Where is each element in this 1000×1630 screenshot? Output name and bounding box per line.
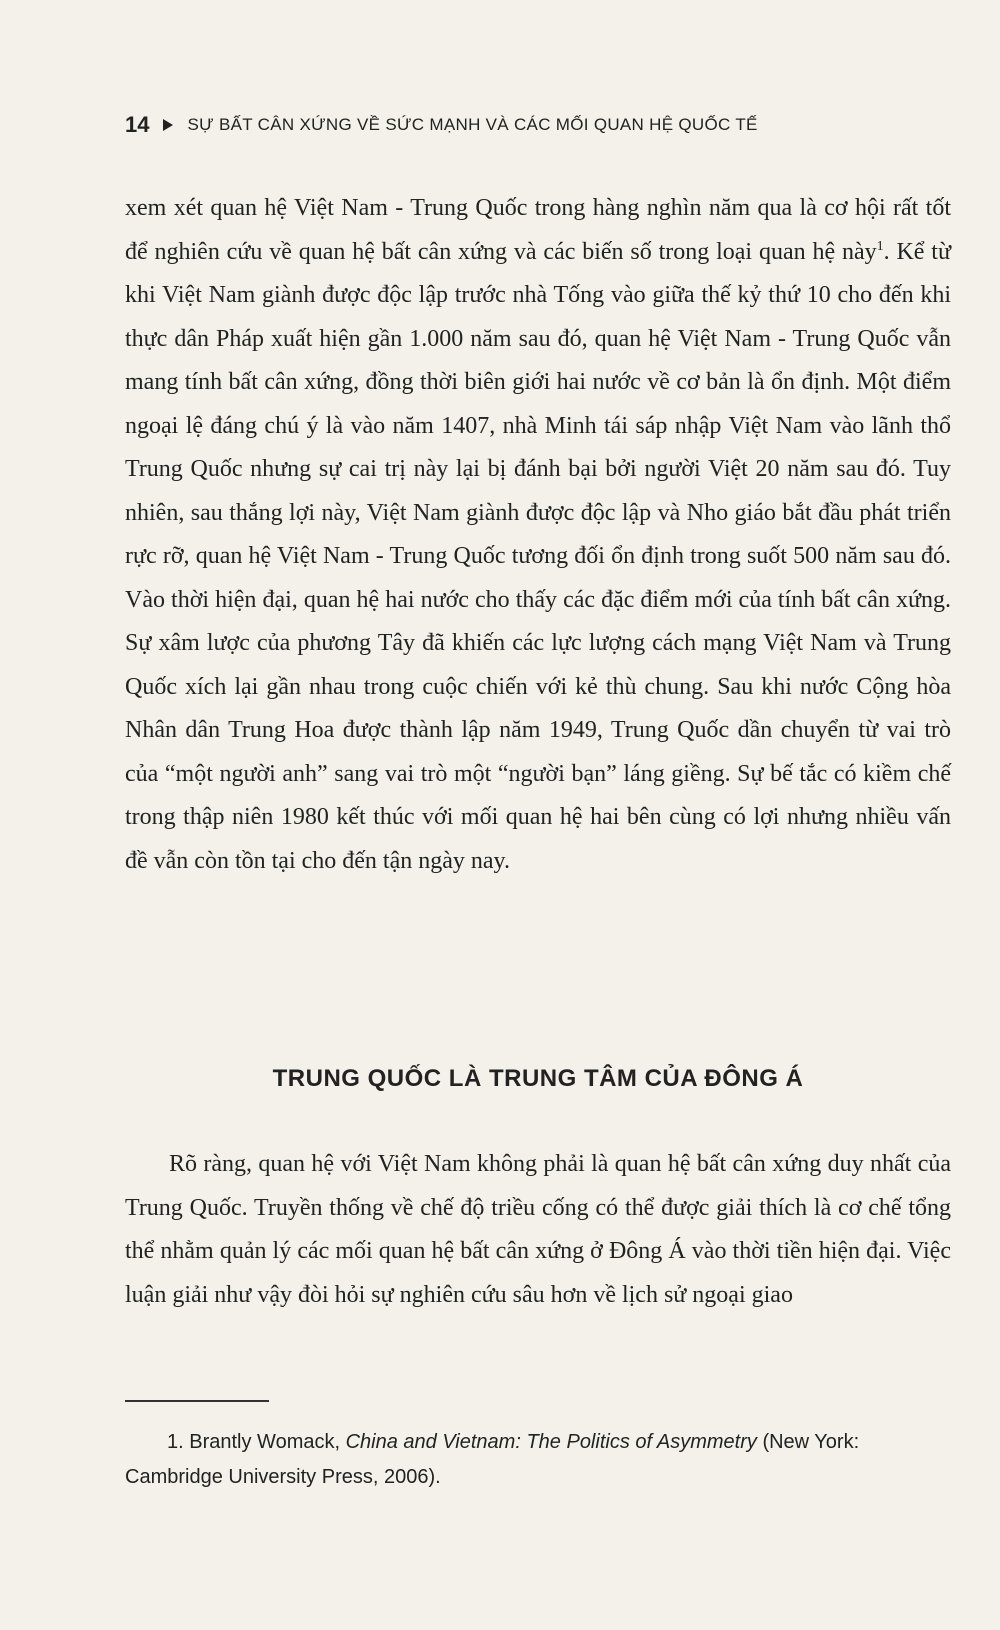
- page-number: 14: [125, 112, 150, 137]
- paragraph-text-before-note: xem xét quan hệ Việt Nam - Trung Quốc trong hàng nghìn năm qua là cơ hội rất tốt để nghiên cứu về quan hệ bất cân xứng và các biến số trong loại quan hệ này: [125, 195, 951, 265]
- footnote-number: 1.: [167, 1431, 184, 1453]
- running-title: SỰ BẤT CÂN XỨNG VỀ SỨC MẠNH VÀ CÁC MỐI QUAN HỆ QUỐC TẾ: [187, 115, 758, 134]
- paragraph-text-after-note: . Kể từ khi Việt Nam giành được độc lập trước nhà Tống vào giữa thế kỷ thứ 10 cho đến khi thực dân Pháp xuất hiện gần 1.000 năm sau đó, quan hệ Việt Nam - Trung Quốc vẫn mang tính bất cân xứng, đồng thời biên giới hai nước về cơ bản là ổn định. Một điểm ngoại lệ đáng chú ý là vào năm 1407, nhà Minh tái sáp nhập Việt Nam vào lãnh thổ Trung Quốc nhưng sự cai trị này lại bị đánh bại bởi người Việt 20 năm sau đó. Tuy nhiên, sau thắng lợi này, Việt Nam giành được độc lập và Nho giáo bắt đầu phát triển rực rỡ, quan hệ Việt Nam - Trung Quốc tương đối ổn định trong suốt 500 năm sau đó. Vào thời hiện đại, quan hệ hai nước cho thấy các đặc điểm mới của tính bất cân xứng. Sự xâm lược của phương Tây đã khiến các lực lượng cách mạng Việt Nam và Trung Quốc xích lại gần nhau trong cuộc chiến với kẻ thù chung. Sau khi nước Cộng hòa Nhân dân Trung Hoa được thành lập năm 1949, Trung Quốc dần chuyển từ vai trò của “một người anh” sang vai trò một “người bạn” láng giềng. Sự bế tắc có kiềm chế trong thập niên 1980 kết thúc với mối quan hệ hai bên cùng có lợi nhưng nhiều vấn đề vẫn còn tồn tại cho đến tận ngày nay.: [125, 238, 951, 874]
- footnote-divider: [125, 1400, 269, 1402]
- body-paragraph-1: [125, 187, 951, 883]
- footnote-reference: 1: [876, 238, 884, 254]
- section-heading: TRUNG QUỐC LÀ TRUNG TÂM CỦA ĐÔNG Á: [272, 1065, 804, 1092]
- footnote-book-title: China and Vietnam: The Politics of Asymmetry: [345, 1431, 757, 1453]
- triangle-arrow-icon: [163, 119, 173, 131]
- body-paragraph-2: Rõ ràng, quan hệ với Việt Nam không phải là quan hệ bất cân xứng duy nhất của Trung Quốc. Truyền thống về chế độ triều cống có thể được giải thích là cơ chế tổng thể nhằm quản lý các mối quan hệ bất cân xứng ở Đông Á vào thời tiền hiện đại. Việc luận giải như vậy đòi hỏi sự nghiên cứu sâu hơn về lịch sử ngoại giao: [125, 1151, 951, 1308]
- page-header: [125, 112, 758, 138]
- footnote-author: Brantly Womack,: [189, 1431, 341, 1453]
- footnote: [125, 1425, 951, 1495]
- footnote-publication: (New York: Cambridge University Press, 2006).: [125, 1431, 860, 1488]
